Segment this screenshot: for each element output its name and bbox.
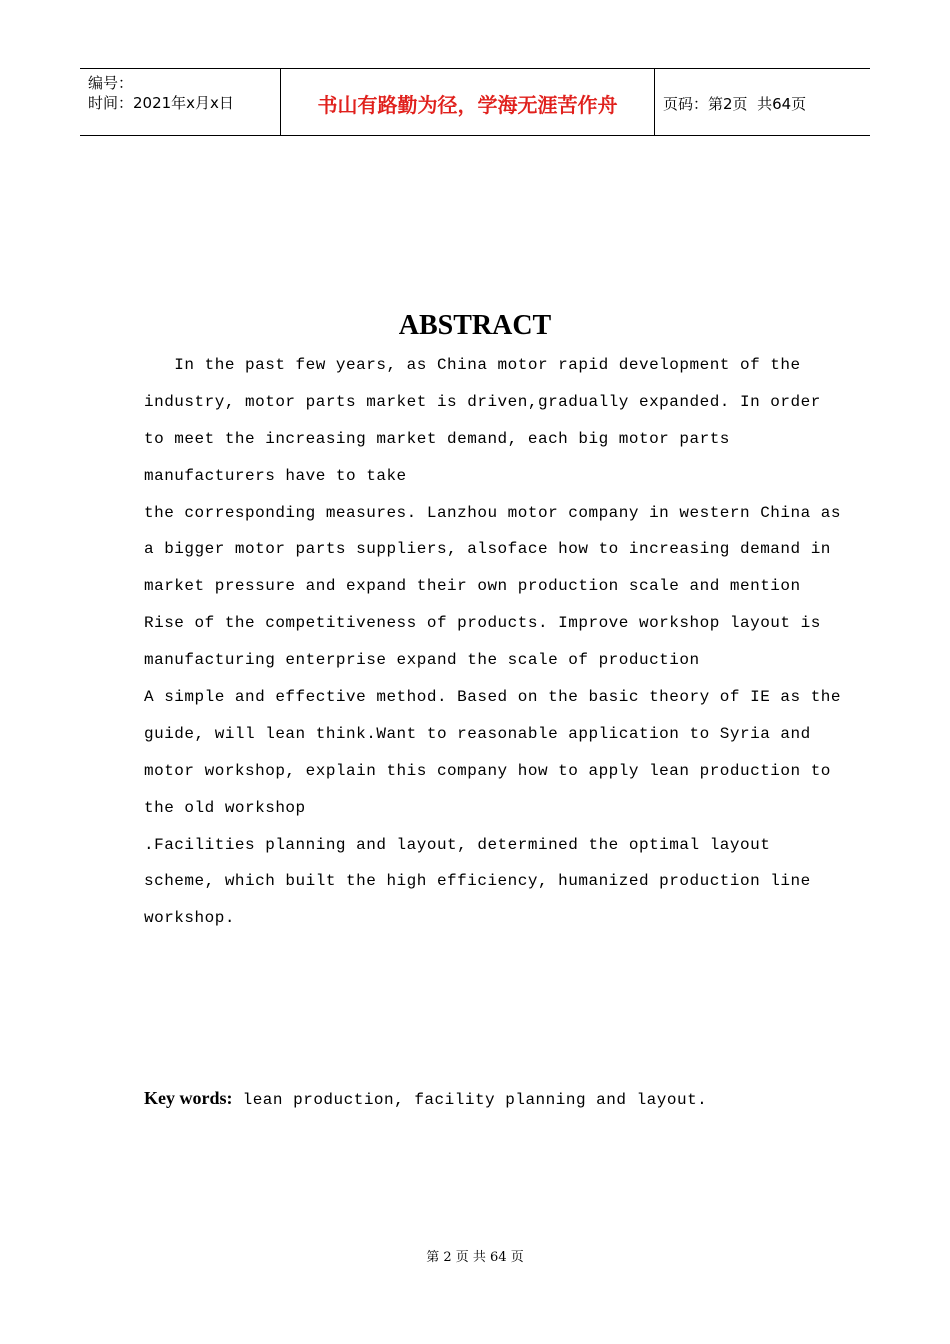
abstract-line: to meet the increasing market demand, each big motor parts [144,429,730,448]
keywords-text: lean production, facility planning and layout. [232,1091,708,1109]
abstract-title: ABSTRACT [398,310,552,341]
abstract-line: a bigger motor parts suppliers, alsoface how to increasing demand in [144,540,831,559]
abstract-line: guide, will lean think.Want to reasonable application to Syria and [144,724,811,743]
keywords-label: Key words: [144,1088,233,1108]
document-number-label: 编号： [88,74,134,92]
abstract-line: workshop. [144,909,235,928]
abstract-line: A simple and effective method. Based on the basic theory of IE as the [144,688,842,707]
document-date-label: 时间：2021年x月x日 [88,94,234,112]
keywords [144,1084,707,1114]
abstract-line: .Facilities planning and layout, determined the optimal layout [144,835,771,854]
header-motto: 书山有路勤为径，学海无涯苦作舟 [317,93,618,117]
abstract-line: scheme, which built the high efficiency, humanized production line [144,872,811,891]
header-meta-cell [80,69,281,135]
abstract-line: manufacturers have to take [144,466,407,485]
abstract-body [144,347,842,937]
abstract-line: In the past few years, as China motor rapid development of the [144,356,801,374]
abstract-line: the old workshop [144,798,306,817]
abstract-line: manufacturing enterprise expand the scale of production [144,651,700,670]
abstract-line: Rise of the competitiveness of products. Improve workshop layout is [144,614,821,633]
page-footer: 第 2 页 共 64 页 [426,1250,524,1265]
header-table [80,68,870,136]
abstract-line: the corresponding measures. Lanzhou motor company in western China as [144,503,842,522]
abstract-line: motor workshop, explain this company how to apply lean production to [144,761,831,780]
header-page-cell [655,69,870,135]
header-motto-cell [281,69,655,135]
abstract-line: industry, motor parts market is driven,gradually expanded. In order [144,392,821,411]
abstract-line: market pressure and expand their own production scale and mention [144,577,801,596]
header-page-info: 页码：第2页 共64页 [663,94,807,113]
